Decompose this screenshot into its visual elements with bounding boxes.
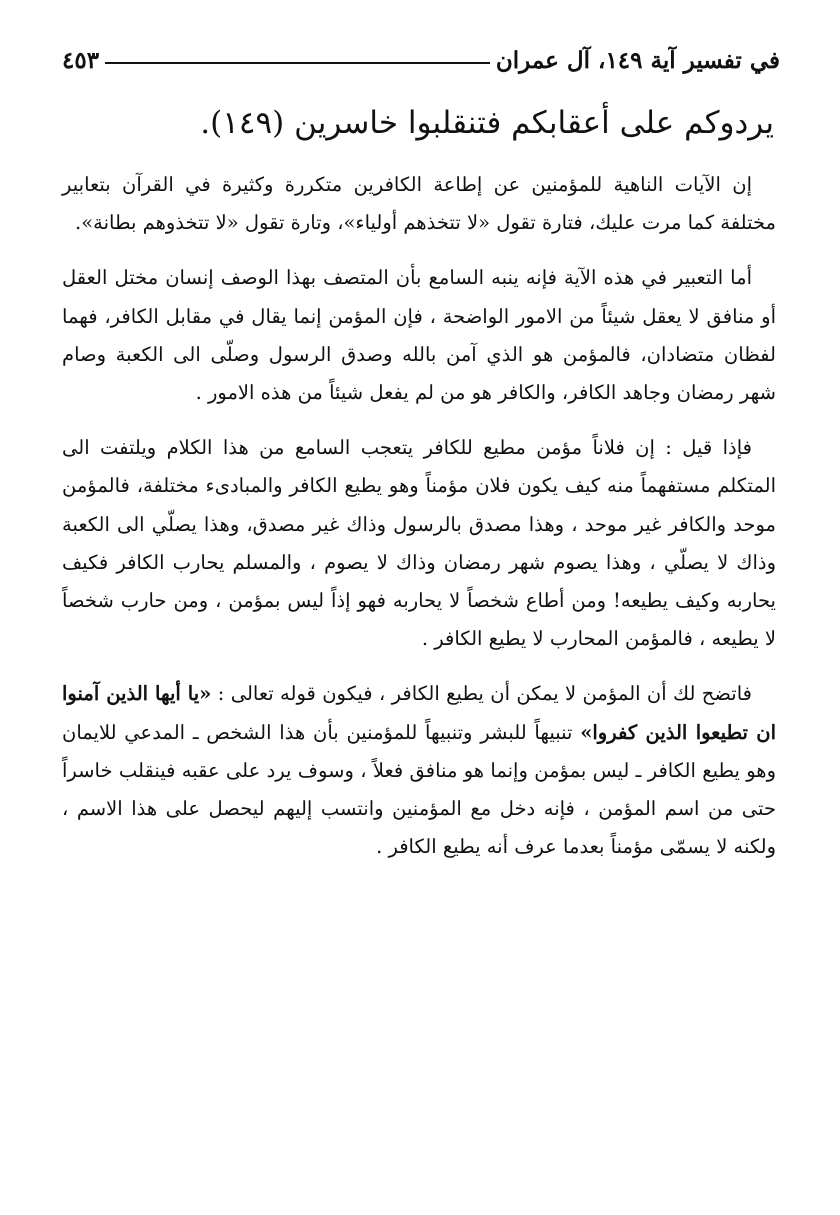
paragraph-4-rest: تنبيهاً للبشر وتنبيهاً للمؤمنين بأن هذا الشخص ـ المدعي للايمان وهو يطيع الكافر ـ ليس بمؤمن وإنما هو منافق فعلاً ، وسوف يرد على عقبه فينقلب خاسراً حتى من اسم المؤمن ، فإنه دخل مع المؤمنين وانتسب إليهم ليحصل على هذا الاسم ، ولكنه لا يسمّى مؤمناً بعدما عرف أنه يطيع الكافر . (62, 720, 776, 859)
header-title: في تفسير آية ١٤٩، آل عمران (495, 46, 780, 74)
paragraph-2: أما التعبير في هذه الآية فإنه ينبه السامع بأن المتصف بهذا الوصف إنسان مختل العقل أو منافق لا يعقل شيئاً من الامور الواضحة ، فإن المؤمن إنما يقال في مقابل الكافر، فهما لفظان متضادان، فالمؤمن هو الذي آمن بالله وصدق الرسول وصلّى الى الكعبة وصام شهر رمضان وجاهد الكافر، والكافر هو من لم يفعل شيئاً من هذه الامور . (62, 266, 776, 405)
paragraph-4-lead: فاتضح لك أن المؤمن لا يمكن أن يطيع الكافر ، فيكون قوله تعالى : (217, 682, 752, 706)
running-header (62, 42, 780, 78)
header-rule (105, 62, 490, 64)
paragraph-3: فإذا قيل : إن فلاناً مؤمن مطيع للكافر يتعجب السامع من هذا الكلام ويلتفت الى المتكلم مستفهماً منه كيف يكون فلان مؤمناً وهو يطيع الكافر والمبادىء مختلفة، فالمؤمن موحد والكافر غير موحد ، وهذا مصدق بالرسول وذاك غير مصدق، وهذا يصلّي الى الكعبة وذاك لا يصلّي ، وهذا يصوم شهر رمضان وذاك لا يصوم ، والمسلم يحارب الكافر فكيف يحاربه وكيف يطيعه! ومن أطاع شخصاً لا يحاربه فهو إذاً ليس بمؤمن ، ومن حارب شخصاً لا يطيعه ، فالمؤمن المحارب لا يطيع الكافر . (62, 436, 776, 651)
body-text (62, 166, 776, 883)
verse-line: يردوكم على أعقابكم فتنقلبوا خاسرين (١٤٩). (200, 105, 774, 141)
quranic-quote: «يا أيها الذين آمنوا ان تطيعوا الذين كفروا» (62, 682, 776, 744)
paragraph-4 (62, 675, 776, 866)
page-number: ٤٥٣ (62, 46, 100, 74)
paragraph-1: إن الآيات الناهية للمؤمنين عن إطاعة الكافرين متكررة وكثيرة في القرآن بتعابير مختلفة كما مرت عليك، فتارة تقول «لا تتخذهم أولياء»، وتارة تقول «لا تتخذوهم بطانة». (62, 173, 776, 235)
